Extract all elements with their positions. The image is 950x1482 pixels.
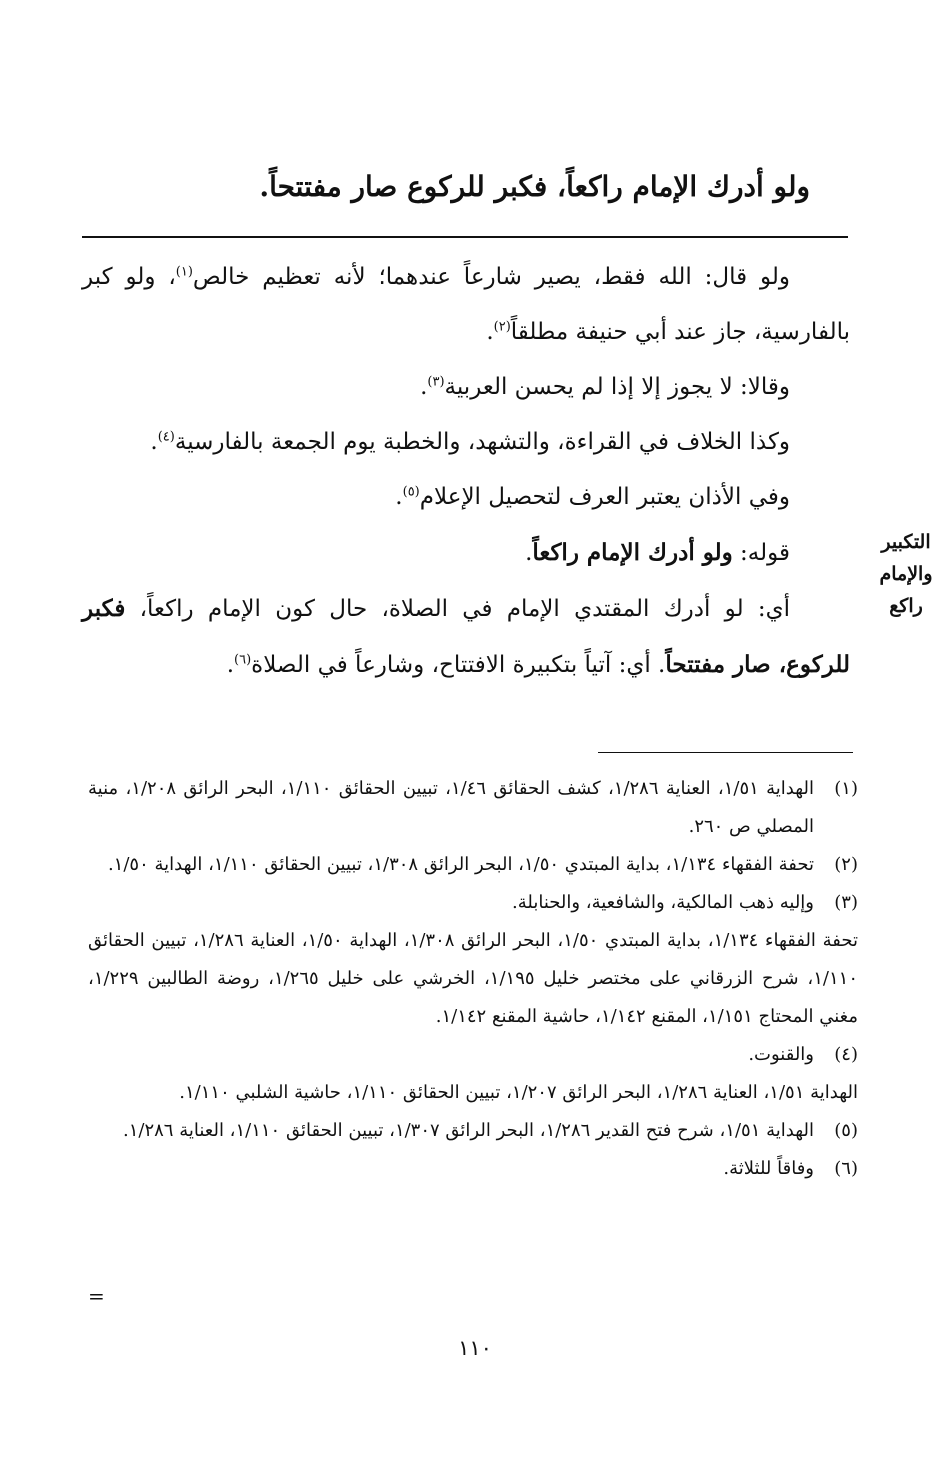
margin-note-line-1: التكبير — [881, 531, 931, 553]
footnote-ref-6[interactable]: (٦) — [234, 652, 252, 668]
footnote-number: (٣) — [834, 892, 858, 913]
paragraph-4 — [82, 470, 850, 525]
footnote-text: الهداية ١/٥١، العناية ١/٢٨٦، كشف الحقائق ١/٤٦، تبيين الحقائق ١/١١٠، البحر الرائق ١/٢٠٨، منية المصلي ص ٢٦٠. — [88, 778, 815, 837]
header-rule — [82, 236, 848, 238]
paragraph-3 — [82, 415, 850, 470]
matn-text: ولو أدرك الإمام راكعاً، فكبر للركوع صار مفتتحاً. — [259, 170, 810, 203]
footnote-1 — [88, 770, 858, 846]
margin-note-line-2: والإمام — [879, 563, 933, 585]
commentary-body — [82, 250, 850, 693]
footnote-text: والقنوت. — [748, 1044, 814, 1065]
footnote-number: (٢) — [834, 854, 858, 875]
p3-text-a: وكذا الخلاف في القراءة، والتشهد، والخطبة يوم الجمعة بالفارسية — [174, 429, 790, 455]
footnote-4 — [88, 1036, 858, 1074]
p6-text-b: . أي: آتياً بتكبيرة الافتتاح، وشارعاً في الصلاة — [251, 652, 666, 678]
p1-text-c: . — [486, 319, 494, 345]
footnote-6 — [88, 1150, 858, 1188]
footnote-5 — [88, 1112, 858, 1150]
p5-text-a: قوله: — [732, 540, 790, 566]
paragraph-2 — [82, 360, 850, 415]
p4-text-b: . — [395, 484, 403, 510]
footnote-number: (١) — [834, 778, 858, 799]
page-number: ١١٠ — [458, 1336, 492, 1360]
footnote-text: تحفة الفقهاء ١/١٣٤، بداية المبتدي ١/٥٠، البحر الرائق ١/٣٠٨، تبيين الحقائق ١/١١٠، الهداية ١/٥٠. — [107, 854, 814, 875]
margin-note — [866, 526, 946, 622]
footnote-number: (٦) — [834, 1158, 858, 1179]
footnote-text: وإليه ذهب المالكية، والشافعية، والحنابلة. — [512, 892, 814, 913]
footnote-number: (٥) — [834, 1120, 858, 1141]
p2-text-a: وقالا: لا يجوز إلا إذا لم يحسن العربية — [444, 374, 790, 400]
p1-text-b: ، ولو كبر بالفارسية، جاز عند أبي حنيفة مطلقاً — [82, 264, 850, 345]
footnote-text: الهداية ١/٥١، شرح فتح القدير ١/٢٨٦، البحر الرائق ١/٣٠٧، تبيين الحقائق ١/١١٠، العناية ١/٢٨٦. — [123, 1120, 814, 1141]
p5-bold-quote: ولو أدرك الإمام راكعاً — [532, 539, 733, 566]
p1-text-a: ولو قال: الله فقط، يصير شارعاً عندهما؛ لأنه تعظيم خالص — [192, 264, 791, 290]
footnote-3-sources: تحفة الفقهاء ١/١٣٤، بداية المبتدي ١/٥٠، البحر الرائق ١/٣٠٨، الهداية ١/٥٠، العناية ١/٢٨٦، تبيين الحقائق ١/١١٠، شرح الزرقاني على مختصر خليل ١/١٩٥، الخرشي على خليل ١/٢٦٥، روضة الطالبين ١/٢٢٩، مغني المحتاج ١/١٥١، المقنع ١/١٤٢، حاشية المقنع ١/١٤٢. — [88, 930, 858, 1027]
continuation-mark: = — [88, 1284, 105, 1308]
footnote-text: وفاقاً للثلاثة. — [723, 1158, 814, 1179]
matn-heading — [90, 163, 810, 211]
p3-text-b: . — [150, 429, 158, 455]
p2-text-b: . — [420, 374, 428, 400]
margin-note-line-3: راكع — [889, 595, 923, 617]
footnote-ref-5[interactable]: (٥) — [402, 484, 420, 500]
footnote-number: (٤) — [834, 1044, 858, 1065]
p4-text-a: وفي الأذان يعتبر العرف لتحصيل الإعلام — [419, 484, 790, 510]
p5-text-b: . — [525, 540, 533, 566]
footnote-2 — [88, 846, 858, 884]
p6-text-c: . — [226, 652, 235, 678]
paragraph-6 — [82, 581, 850, 693]
footnote-ref-3[interactable]: (٣) — [427, 374, 445, 390]
paragraph-1 — [82, 250, 850, 360]
footnote-separator — [598, 752, 853, 753]
footnote-ref-1[interactable]: (١) — [175, 264, 193, 280]
p6-text-a: أي: لو أدرك المقتدي الإمام في الصلاة، حال كون الإمام راكعاً، — [125, 596, 790, 622]
footnote-4-sources: الهداية ١/٥١، العناية ١/٢٨٦، البحر الرائق ١/٢٠٧، تبيين الحقائق ١/١١٠، حاشية الشلبي ١/١١٠. — [179, 1082, 858, 1103]
footnote-ref-2[interactable]: (٢) — [493, 319, 511, 335]
paragraph-5 — [82, 525, 850, 581]
p6-bold-quote: فكبر للركوع، صار مفتتحاً — [82, 595, 850, 678]
footnotes — [88, 770, 858, 1188]
footnote-ref-4[interactable]: (٤) — [157, 429, 175, 445]
footnote-3 — [88, 884, 858, 922]
